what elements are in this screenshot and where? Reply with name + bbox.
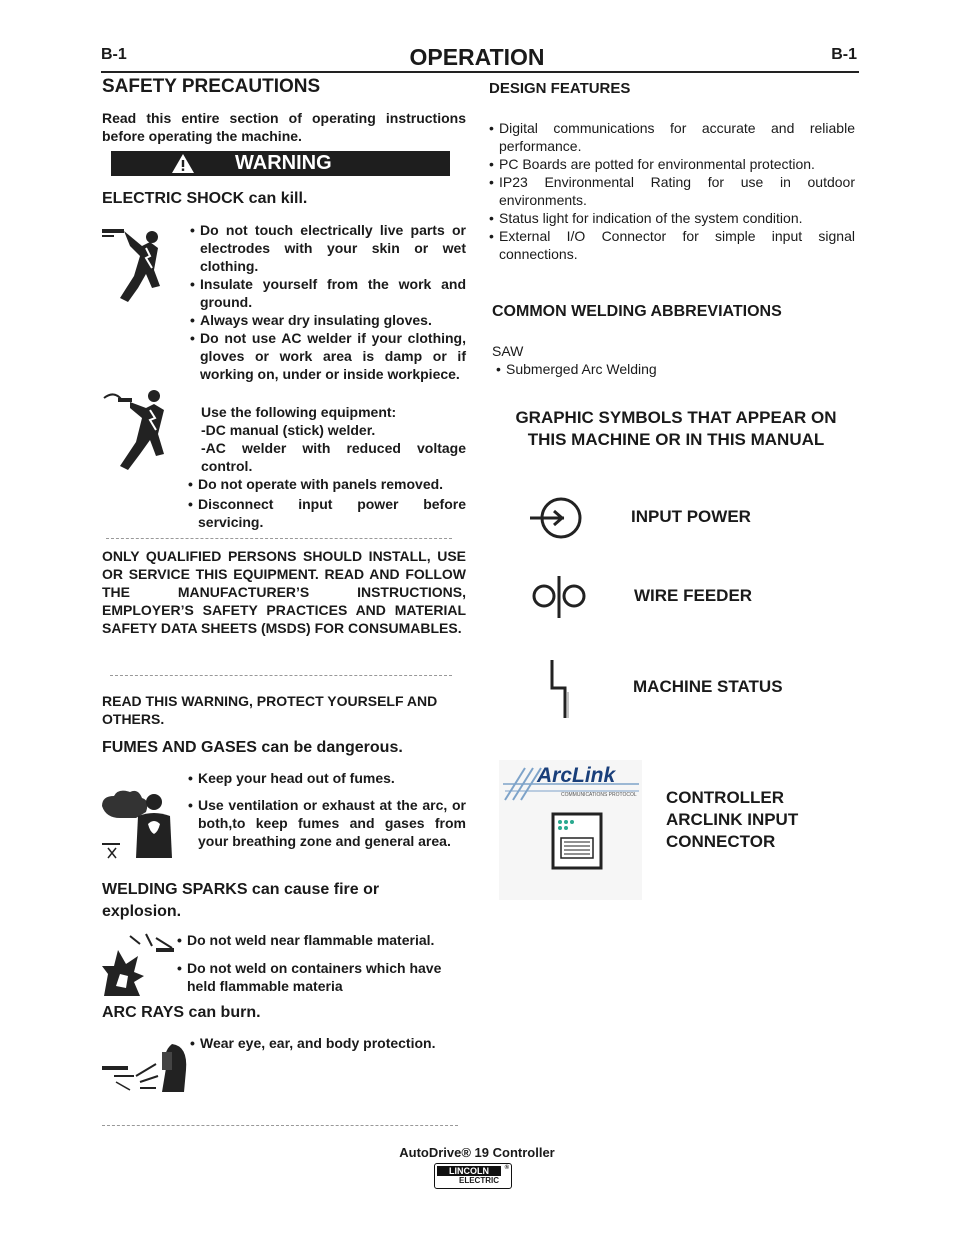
controller-connector-label [666,787,798,853]
shock-list-2 [188,475,466,531]
input-power-icon [528,495,584,541]
lincoln-electric-logo [434,1163,512,1189]
list-item: • Do not operate with panels removed. [188,475,466,493]
page-number-left: B-1 [101,46,127,63]
divider [106,538,452,539]
safety-heading: SAFETY PRECAUTIONS [102,76,321,97]
registered-mark-icon: ® [504,1165,509,1171]
input-power-label: INPUT POWER [631,507,751,526]
controller-label-line: ARCLINK INPUT [666,810,799,829]
divider [110,675,452,676]
safety-intro: Read this entire section of operating instructions before operating the machine. [102,110,466,144]
page-number-right: B-1 [831,46,857,63]
sparks-list [177,931,467,995]
rays-heading: ARC RAYS can burn. [102,1004,261,1021]
arc-rays-icon [100,1042,190,1094]
list-item: • Insulate yourself from the work and ground. [190,275,466,311]
machine-status-label: MACHINE STATUS [633,677,783,696]
list-item: • Submerged Arc Welding [496,360,796,378]
design-heading: DESIGN FEATURES [489,80,631,97]
fumes-heading: FUMES AND GASES can be dangerous. [102,739,403,756]
list-item: • IP23 Environmental Rating for use in outdoor environments. [489,173,855,209]
design-list [489,119,855,263]
list-item: • Disconnect input power before servicing. [188,495,466,531]
equipment-block [201,403,466,475]
electric-shock-icon [100,226,185,308]
list-item: • Use ventilation or exhaust at the arc, or both,to keep fumes and gases from your breathing zone and general area. [188,796,466,850]
sparks-explosion-icon [100,930,180,1000]
header-rule [101,71,859,73]
fumes-list [188,769,466,850]
list-item: • External I/O Connector for simple input signal connections. [489,227,855,263]
fumes-icon [100,788,185,863]
warning-triangle-icon [171,153,195,174]
logo-top-text: LINCOLN [437,1166,501,1176]
controller-label-line: CONTROLLER [666,788,785,807]
list-item: • Do not touch electrically live parts or electrodes with your skin or wet clothing. [190,221,466,275]
list-item: • Do not use AC welder if your clothing, gloves or work area is damp or if working on, under or inside workpiece. [190,329,466,383]
product-name: AutoDrive® 19 Controller [399,1145,555,1160]
list-item: • Do not weld on containers which have held flammable materia [177,959,467,995]
arclink-logo-text: ArcLink [537,764,616,787]
list-item: • Do not weld near flammable material. [177,931,467,949]
shock-list [190,221,466,383]
abbreviation-list [496,360,796,378]
arclink-graphic [499,760,642,900]
equipment-item: -DC manual (stick) welder. [201,422,376,438]
symbols-heading-line: THIS MACHINE OR IN THIS MANUAL [527,430,825,449]
equipment-item: -AC welder with reduced voltage control. [201,440,466,474]
electric-shock-icon-2 [100,388,185,473]
rays-list [190,1034,466,1052]
warning-label: WARNING [235,152,332,174]
equipment-intro: Use the following equipment: [201,404,397,420]
controller-label-line: CONNECTOR [666,832,776,851]
shock-heading: ELECTRIC SHOCK can kill. [102,190,308,207]
symbols-heading-line: GRAPHIC SYMBOLS THAT APPEAR ON [515,408,837,427]
controller-box-icon [551,812,603,870]
wire-feeder-label: WIRE FEEDER [634,586,753,605]
qualified-notice: ONLY QUALIFIED PERSONS SHOULD INSTALL, USE OR SERVICE THIS EQUIPMENT. READ AND FOLLOW THE MANUFACTURER’S INSTRUCTIONS, EMPLOYER’S SAFETY PRACTICES AND MATERIAL SAFETY DATA SHEETS (MSDS) FOR CONSUMABLES. [102,548,466,636]
machine-status-icon [544,658,574,720]
arclink-logo-subtext: COMMUNICATIONS PROTOCOL [561,792,637,798]
list-item: • PC Boards are potted for environmental protection. [489,155,855,173]
logo-bottom-text: ELECTRIC [459,1176,499,1185]
list-item: • Always wear dry insulating gloves. [190,311,466,329]
abbreviations-heading: COMMON WELDING ABBREVIATIONS [492,303,782,320]
symbols-heading [490,407,862,451]
read-warning: READ THIS WARNING, PROTECT YOURSELF AND OTHERS. [102,693,438,727]
list-item: • Wear eye, ear, and body protection. [190,1034,466,1052]
divider [102,1125,458,1126]
wire-feeder-icon [530,572,588,620]
list-item: • Status light for indication of the system condition. [489,209,855,227]
list-item: • Keep your head out of fumes. [188,769,466,787]
page-title: OPERATION [409,44,545,70]
sparks-heading: WELDING SPARKS can cause fire or explosion. [102,881,380,920]
list-item: • Digital communications for accurate and reliable performance. [489,119,855,155]
warning-banner [111,151,450,176]
abbreviation-term: SAW [492,343,524,359]
